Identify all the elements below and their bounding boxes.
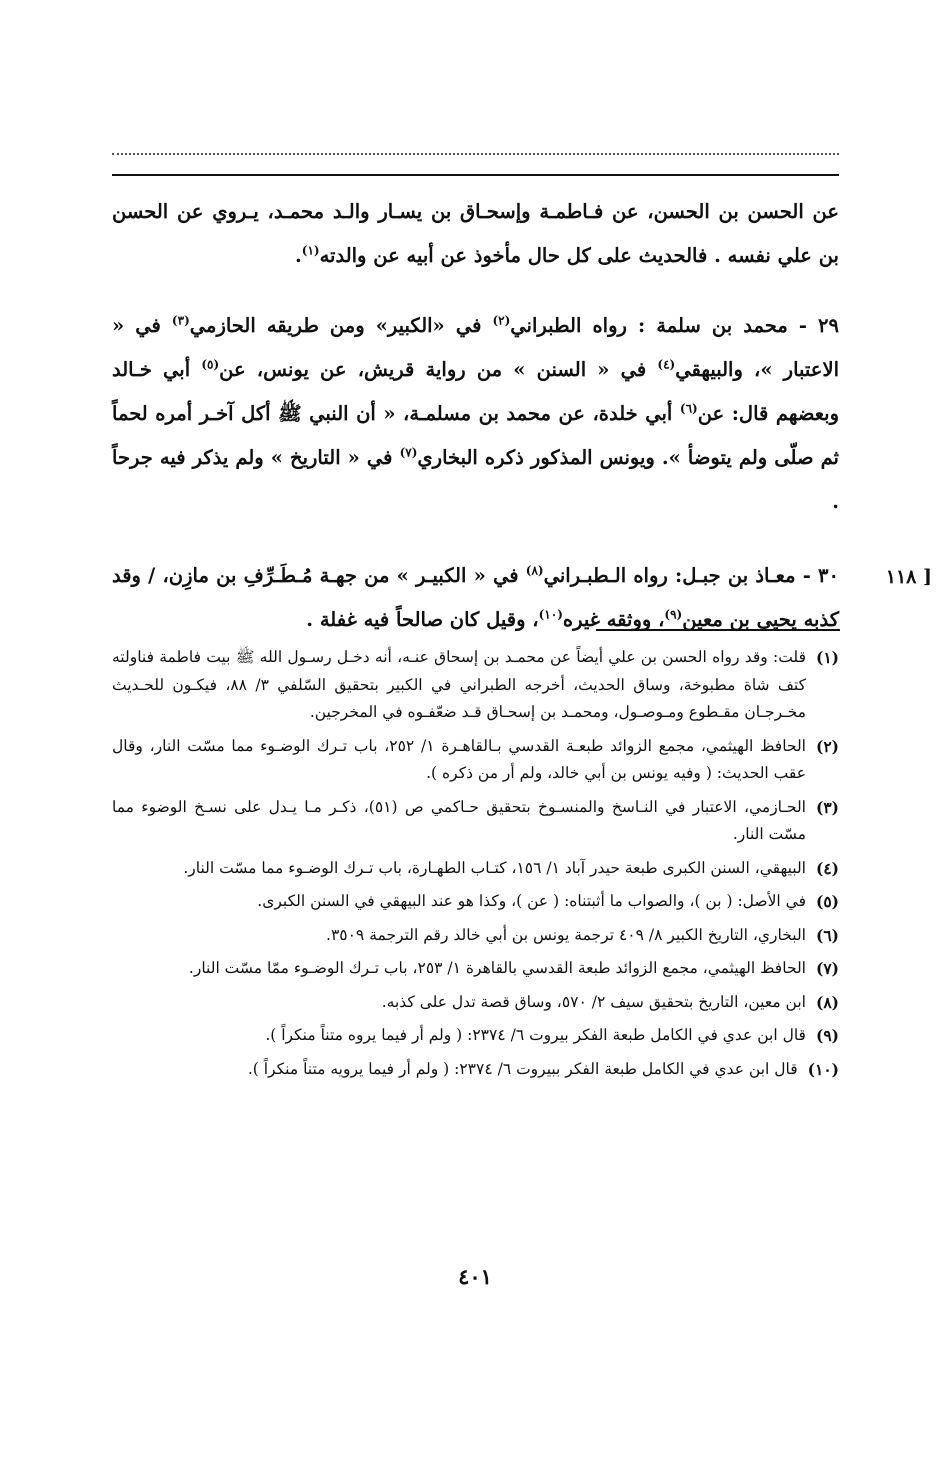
footnote-text: قال ابن عدي في الكامل طبعة الفكر ببيروت ٦/ ٢٣٧٤: ( ولم أر فيما يرويه متناً منكراً ).: [247, 1059, 798, 1078]
footnote-10: [112, 1056, 839, 1084]
footnote-number: (٢): [815, 736, 839, 756]
paragraph-1: [112, 190, 839, 278]
footnote-number: (٥): [815, 892, 839, 911]
footnote-number: (٨): [815, 992, 839, 1012]
footnote-ref-1[interactable]: (١): [301, 243, 320, 258]
footnote-text: البخاري، التاريخ الكبير ٨/ ٤٠٩ ترجمة يونس بن أبي خالد رقم الترجمة ٣٥٠٩.: [326, 925, 806, 944]
footnote-number: (١٠): [807, 1059, 839, 1079]
footnotes: [112, 644, 839, 1089]
entry-29: [112, 304, 839, 524]
footnote-5: [112, 888, 839, 916]
footnote-text: البيهقي، السنن الكبرى طبعة حيدر آباد ١/ ١٥٦، كتـاب الطهـارة، باب تـرك الوضـوء مما مسّت النار.: [183, 858, 806, 877]
footnote-7: [112, 955, 839, 983]
footnote-number: (١): [815, 648, 839, 667]
header-dotted-line: [112, 153, 839, 155]
entry-30-number: ٣٠ - معـاذ بن جبـل:: [675, 564, 839, 587]
footnote-8: [112, 989, 839, 1017]
entry-29-text: في «الكبير» ومن طريقه الحازمي: [189, 314, 482, 337]
footnote-text: الحافظ الهيثمي، مجمع الزوائد طبعة القدسي بالقاهرة ١/ ٢٥٣، باب تـرك الوضـوء ممّا مسّت النار.: [188, 959, 806, 977]
footnote-6: [112, 922, 839, 950]
entry-29-text: رواه الطبراني: [510, 314, 627, 337]
footnote-ref-10[interactable]: (١٠): [538, 607, 563, 622]
entry-29-text: في « السنن » من رواية قريش، عن يونس، عن: [219, 358, 647, 381]
footnote-ref-6[interactable]: (٦): [679, 401, 698, 416]
footnote-ref-2[interactable]: (٢): [492, 313, 511, 328]
entry-30-text: ، وقيل كان صالحاً فيه غفلة .: [306, 608, 539, 631]
footnote-text: قلت: وقد رواه الحسن بن علي أيضاً عن محمـد بن إسحاق عنـه، أنه دخـل رسـول الله ﷺ بيت فاطمة فناولته كتف شاة مطبوخة، وساق الحديث، أخرجه الطبراني في الكبير بتحقيق السّلفي ٣/ ٨٨، فيكـون للحـديث مخـرجـان مقـطوع ومـوصـول، ومحمـد بن إسحـاق قـد ضعّفـوه في المخرجين.: [112, 648, 806, 721]
paragraph-1-tail: .: [294, 244, 302, 267]
entry-30-text: في « الكبيـر » من جهـة مُـطَـرِّفِ بن مازِن، / وقد كذبه يحيى بن معين: [112, 564, 839, 631]
header-rule: [112, 174, 839, 176]
paragraph-1-text: عن الحسن بن الحسن، عن فـاطمـة وإسحـاق بن يسـار والـد محمـد، يـروي عن الحسن بن علي نفسه . فالحديث على كل حال مأخوذ عن أبيه عن والدته: [112, 200, 839, 267]
entry-30-text: ، ووثقه غيره: [562, 608, 665, 631]
footnote-text: قال ابن عدي في الكامل طبعة الفكر بيروت ٦/ ٢٣٧٤: ( ولم أر فيما يروه متناً منكراً ).: [265, 1026, 806, 1044]
entry-29-number: ٢٩ - محمد بن سلمة :: [638, 314, 839, 337]
footnote-text: في الأصل: ( بن )، والصواب ما أثبتناه: ( عن )، وكذا هو عند البيهقي في السنن الكبرى.: [257, 892, 806, 910]
entry-29-text: في « التاريخ » ولم يذكر فيه جرحاً .: [112, 446, 839, 513]
footnote-ref-5[interactable]: (٥): [201, 357, 220, 372]
footnote-ref-3[interactable]: (٣): [171, 313, 190, 328]
footnote-number: (٩): [815, 1026, 839, 1045]
footnote-4: [112, 855, 839, 883]
footnote-9: [112, 1022, 839, 1050]
page-number: ٤٠١: [458, 1264, 492, 1289]
footnote-2: [112, 733, 839, 788]
footnote-ref-7[interactable]: (٧): [399, 445, 418, 460]
entry-30-text: رواه الـطبـراني: [543, 564, 668, 587]
footnote-separator: [596, 629, 840, 631]
margin-page-reference: [ ١١٨: [885, 566, 932, 588]
footnote-number: (٤): [815, 858, 839, 878]
footnote-text: الحـازمي، الاعتبار في النـاسخ والمنسـوخ بتحقيق حـاكمي ص (٥١)، ذكـر مـا يـدل على نسـخ الوضوء مما مسّت النار.: [112, 797, 806, 843]
footnote-text: الحافظ الهيثمي، مجمع الزوائد طبعـة القدسي بـالقاهـرة ١/ ٢٥٢، باب تـرك الوضـوء مما مسّت النار، وقال عقب الحديث: ( وفيه يونس بن أبي خالد، ولم أر من ذكره ).: [112, 736, 806, 782]
footnote-number: (٣): [815, 797, 839, 817]
footnote-ref-8[interactable]: (٨): [525, 563, 544, 578]
entry-29-text: أبي خلدة، عن محمد بن مسلمـة، « أن النبي ﷺ أكل آخـر أمره لحماً ثم صلّى ولم يتوضأ ». ويونس المذكور ذكره البخاري: [112, 402, 839, 469]
footnote-ref-9[interactable]: (٩): [664, 607, 683, 622]
footnote-1: [112, 644, 839, 727]
entry-29-text: أبي خـالد وبعضهم قال: عن: [112, 358, 839, 425]
footnote-number: (٦): [815, 925, 839, 945]
entry-29-text: في « الاعتبار »، والبيهقي: [112, 314, 839, 381]
main-text: [112, 190, 839, 642]
footnote-ref-4[interactable]: (٤): [657, 357, 676, 372]
footnote-text: ابن معين، التاريخ بتحقيق سيف ٢/ ٥٧٠، وساق قصة تدل على كذبه.: [381, 992, 806, 1011]
footnote-3: [112, 794, 839, 849]
footnote-number: (٧): [815, 959, 839, 978]
